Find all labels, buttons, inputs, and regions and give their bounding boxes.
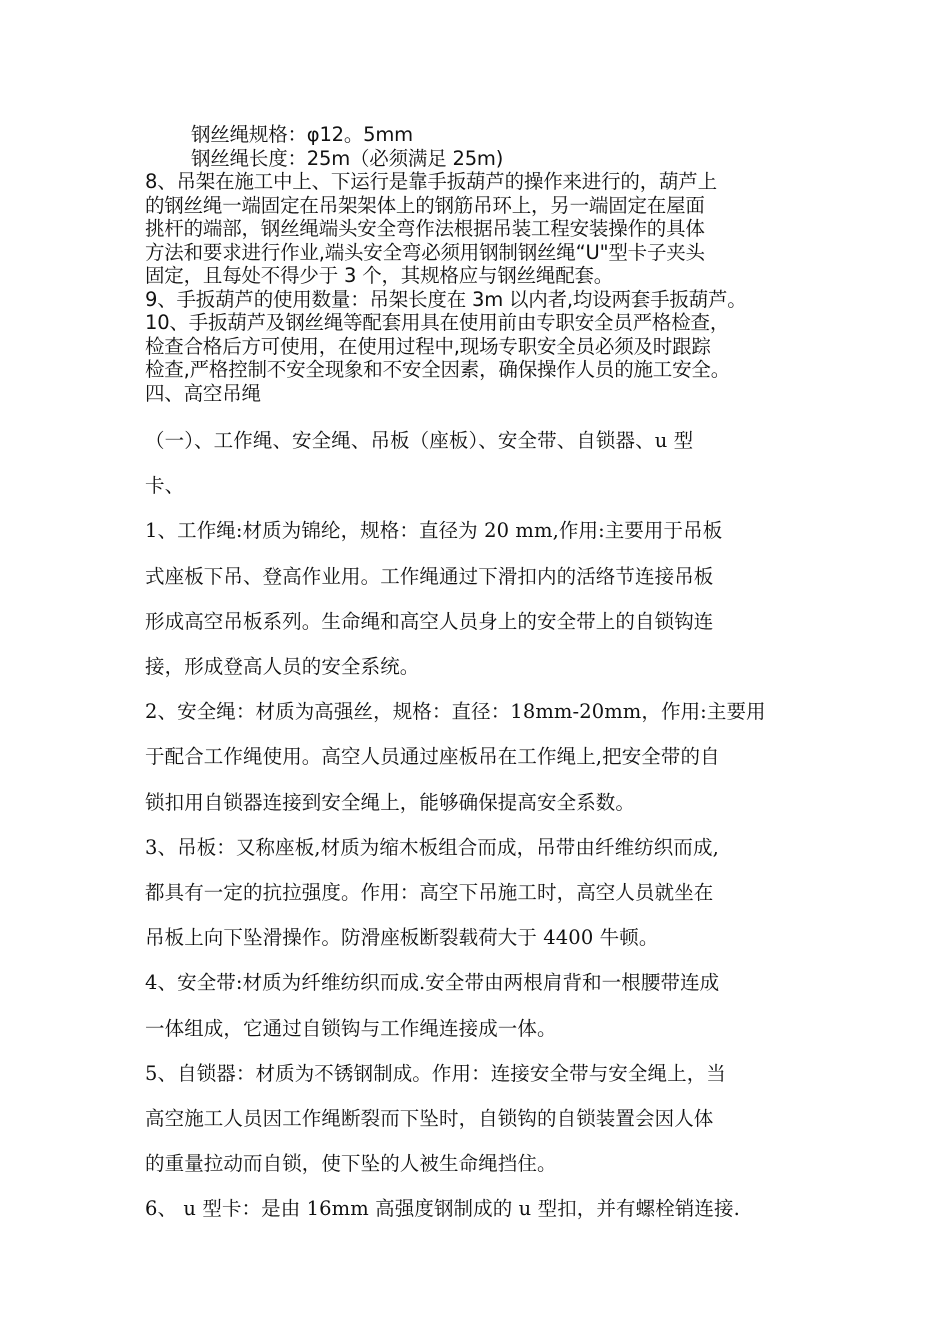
paragraph-line: 检查,严格控制不安全现象和不安全因素，确保操作人员的施工安全。 [145,358,730,381]
paragraph-line: 接，形成登高人员的安全系统。 [145,655,420,679]
section-heading: 四、高空吊绳 [145,381,261,405]
paragraph-line: 5、自锁器：材质为不锈钢制成。作用：连接安全带与安全绳上，当 [145,1061,726,1085]
paragraph-line: 的钢丝绳一端固定在吊架架体上的钢筋吊环上，另一端固定在屋面 [145,193,705,217]
paragraph-line: 检查合格后方可使用，在使用过程中,现场专职安全员必须及时跟踪 [145,334,711,358]
paragraph-line: 一体组成，它通过自锁钩与工作绳连接成一体。 [145,1016,557,1040]
paragraph-line: 6、 u 型卡：是由 16mm 高强度钢制成的 u 型扣，并有螺栓销连接. [145,1197,740,1221]
paragraph-line: 挑杆的端部，钢丝绳端头安全弯作法根据吊装工程安装操作的具体 [145,217,705,240]
paragraph-line: 9、手扳葫芦的使用数量：吊架长度在 3m 以内者,均设两套手扳葫芦。 [145,287,747,311]
paragraph-line: 方法和要求进行作业,端头安全弯必须用钢制钢丝绳“U"型卡子夹头 [145,240,705,264]
paragraph-line: 锁扣用自锁器连接到安全绳上，能够确保提高安全系数。 [145,790,636,814]
subsection-heading: （一）、工作绳、安全绳、吊板（座板）、安全带、自锁器、u 型 [145,429,694,452]
wire-rope-spec-line: 钢丝绳规格：φ12。5mm [191,123,413,146]
paragraph-line: 于配合工作绳使用。高空人员通过座板吊在工作绳上,把安全带的自 [145,745,720,769]
paragraph-line: 2、安全绳：材质为高强丝，规格：直径：18mm-20mm，作用:主要用 [145,700,766,724]
paragraph-line: 形成高空吊板系列。生命绳和高空人员身上的安全带上的自锁钩连 [145,609,714,633]
paragraph-line: 4、安全带:材质为纤维纺织而成.安全带由两根肩背和一根腰带连成 [145,971,720,995]
paragraph-line: 都具有一定的抗拉强度。作用：高空下吊施工时，高空人员就坐在 [145,881,714,905]
paragraph-line: 10、手扳葫芦及钢丝绳等配套用具在使用前由专职安全员严格检查， [145,311,730,334]
spec-section [145,123,825,405]
paragraph-line: 的重量拉动而自锁，使下坠的人被生命绳挡住。 [145,1152,557,1176]
paragraph-line: 1、工作绳:材质为锦纶，规格：直径为 20 mm,作用:主要用于吊板 [145,519,723,543]
paragraph-line: 固定，且每处不得少于 3 个，其规格应与钢丝绳配套。 [145,264,614,287]
paragraph-line: 3、吊板：又称座板,材质为缩木板组合而成，吊带由纤维纺织而成, [145,835,719,859]
rope-equipment-section [145,418,825,1232]
paragraph-line: 高空施工人员因工作绳断裂而下坠时，自锁钩的自锁装置会因人体 [145,1107,714,1131]
paragraph-line: 吊板上向下坠滑操作。防滑座板断裂载荷大于 4400 牛顿。 [145,926,659,950]
paragraph-line: 式座板下吊、登高作业用。工作绳通过下滑扣内的活络节连接吊板 [145,564,714,588]
paragraph-line: 8、吊架在施工中上、下运行是靠手扳葫芦的操作来进行的，葫芦上 [145,170,717,193]
wire-rope-length-line: 钢丝绳长度：25m（必须满足 25m) [191,146,504,170]
subsection-heading-cont: 卡、 [145,474,185,498]
